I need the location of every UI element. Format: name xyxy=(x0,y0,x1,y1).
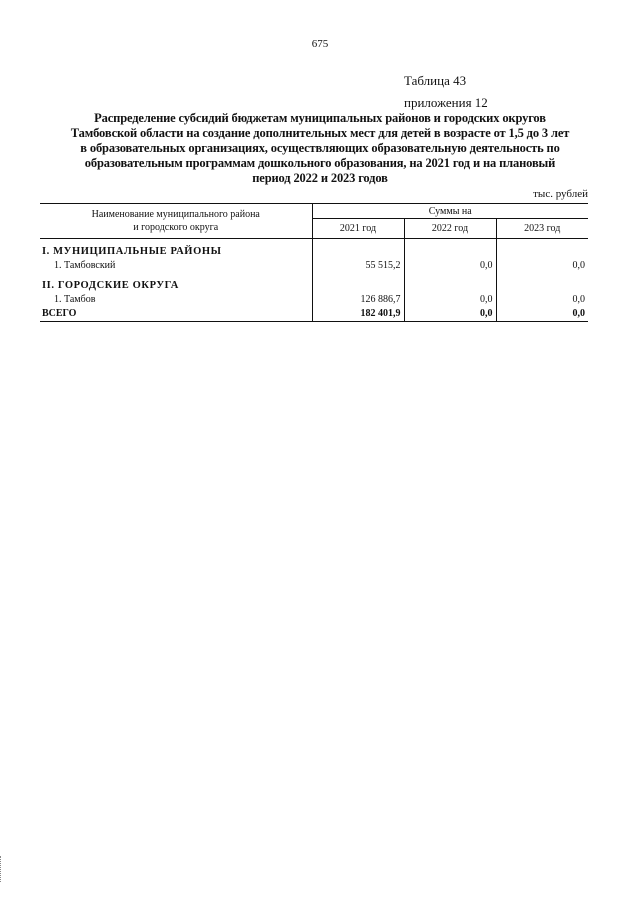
appendix-label: приложения 12 xyxy=(404,95,488,110)
value-2023: 0,0 xyxy=(496,293,588,307)
title-line: образовательным программам дошкольного образования, на 2021 год и на плановый xyxy=(84,156,556,170)
header-year-2022: 2022 год xyxy=(404,219,496,239)
title-line: в образовательных организациях, осуществляющих образовательную деятельность по xyxy=(80,141,560,155)
section-label: II. ГОРОДСКИЕ ОКРУГА xyxy=(42,280,179,291)
header-year-2021: 2021 год xyxy=(312,219,404,239)
units-label: тыс. рублей xyxy=(533,188,588,200)
subsidies-table xyxy=(40,203,588,322)
header-year-2023: 2023 год xyxy=(496,219,588,239)
title-line: Тамбовской области на создание дополнительных мест для детей в возрасте от 1,5 до 3 лет xyxy=(70,126,570,140)
header-name-line2: и городского округа xyxy=(133,222,219,233)
header-sums: Суммы на xyxy=(312,204,588,219)
table-row xyxy=(40,293,588,307)
scan-edge-mark xyxy=(0,856,3,882)
table-caption xyxy=(404,70,488,114)
section-row xyxy=(40,245,588,259)
value-2023: 0,0 xyxy=(496,259,588,273)
value-2022: 0,0 xyxy=(404,293,496,307)
header-name-line1: Наименование муниципального района xyxy=(91,209,260,220)
total-2023: 0,0 xyxy=(496,307,588,322)
row-label: 1. Тамбов xyxy=(54,294,96,305)
document-title xyxy=(40,111,600,186)
title-line: Распределение субсидий бюджетам муниципальных районов и городских округов xyxy=(94,111,546,125)
page-number: 675 xyxy=(311,38,329,50)
title-line: период 2022 и 2023 годов xyxy=(252,171,388,185)
table-label: Таблица 43 xyxy=(404,73,467,88)
value-2022: 0,0 xyxy=(404,259,496,273)
table-row xyxy=(40,259,588,273)
section-label: I. МУНИЦИПАЛЬНЫЕ РАЙОНЫ xyxy=(42,246,222,257)
total-label: ВСЕГО xyxy=(40,307,312,322)
header-name-column xyxy=(40,204,312,239)
value-2021: 55 515,2 xyxy=(312,259,404,273)
total-row xyxy=(40,307,588,322)
section-row xyxy=(40,279,588,293)
value-2021: 126 886,7 xyxy=(312,293,404,307)
total-2021: 182 401,9 xyxy=(312,307,404,322)
row-label: 1. Тамбовский xyxy=(54,260,116,271)
total-2022: 0,0 xyxy=(404,307,496,322)
